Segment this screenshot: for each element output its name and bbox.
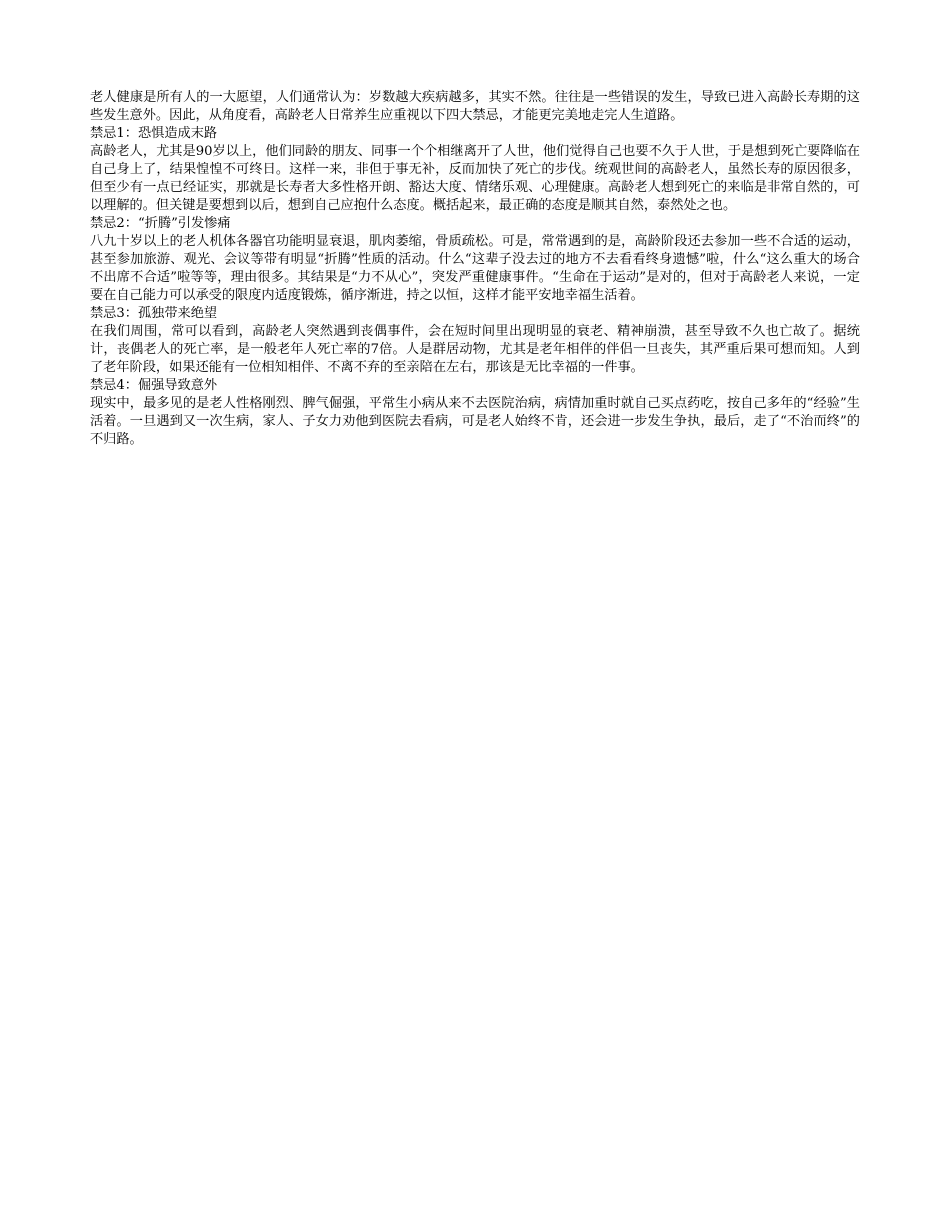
section-heading-4: 禁忌4：倔强导致意外 — [90, 378, 218, 393]
section-body-1: 高龄老人，尤其是90岁以上，他们同龄的朋友、同事一个个相继离开了人世，他们觉得自己也要不久于人世，于是想到死亡要降临在自己身上了，结果惶惶不可终日。这样一来，非但于事无补，反而加快了死亡的步伐。统观世间的高龄老人，虽然长寿的原因很多，但至少有一点已经证实，那就是长寿者大多性格开朗、豁达大度、情绪乐观、心理健康。高龄老人想到死亡的来临是非常自然的，可以理解的。但关键是要想到以后，想到自己应抱什么态度。概括起来，最正确的态度是顺其自然，泰然处之也。 — [90, 144, 860, 213]
document-body — [90, 89, 860, 449]
intro-paragraph: 老人健康是所有人的一大愿望，人们通常认为：岁数越大疾病越多，其实不然。往往是一些错误的发生，导致已进入高龄长寿期的这些发生意外。因此，从角度看，高龄老人日常养生应重视以下四大禁忌，才能更完美地走完人生道路。 — [90, 90, 860, 123]
section-heading-3: 禁忌3：孤独带来绝望 — [90, 306, 218, 321]
section-body-3: 在我们周围，常可以看到，高龄老人突然遇到丧偶事件，会在短时间里出现明显的衰老、精神崩溃，甚至导致不久也亡故了。据统计，丧偶老人的死亡率，是一般老年人死亡率的7倍。人是群居动物，尤其是老年相伴的伴侣一旦丧失，其严重后果可想而知。人到了老年阶段，如果还能有一位相知相伴、不离不弃的至亲陪在左右，那该是无比幸福的一件事。 — [90, 324, 860, 375]
section-heading-2: 禁忌2：“折腾”引发惨痛 — [90, 216, 231, 231]
section-body-2: 八九十岁以上的老人机体各器官功能明显衰退，肌肉萎缩，骨质疏松。可是，常常遇到的是，高龄阶段还去参加一些不合适的运动，甚至参加旅游、观光、会议等带有明显“折腾”性质的活动。什么“这辈子没去过的地方不去看看终身遗憾”啦，什么“这么重大的场合不出席不合适”啦等等，理由很多。其结果是“力不从心”，突发严重健康事件。“生命在于运动”是对的，但对于高龄老人来说，一定要在自己能力可以承受的限度内适度锻炼，循序渐进，持之以恒，这样才能平安地幸福生活着。 — [90, 234, 860, 303]
section-heading-1: 禁忌1：恐惧造成末路 — [90, 126, 218, 141]
section-body-4: 现实中，最多见的是老人性格刚烈、脾气倔强，平常生小病从来不去医院治病，病情加重时就自己买点药吃，按自己多年的“经验”生活着。一旦遇到又一次生病，家人、子女力劝他到医院去看病，可是老人始终不肯，还会进一步发生争执，最后，走了“不治而终”的不归路。 — [90, 396, 860, 447]
